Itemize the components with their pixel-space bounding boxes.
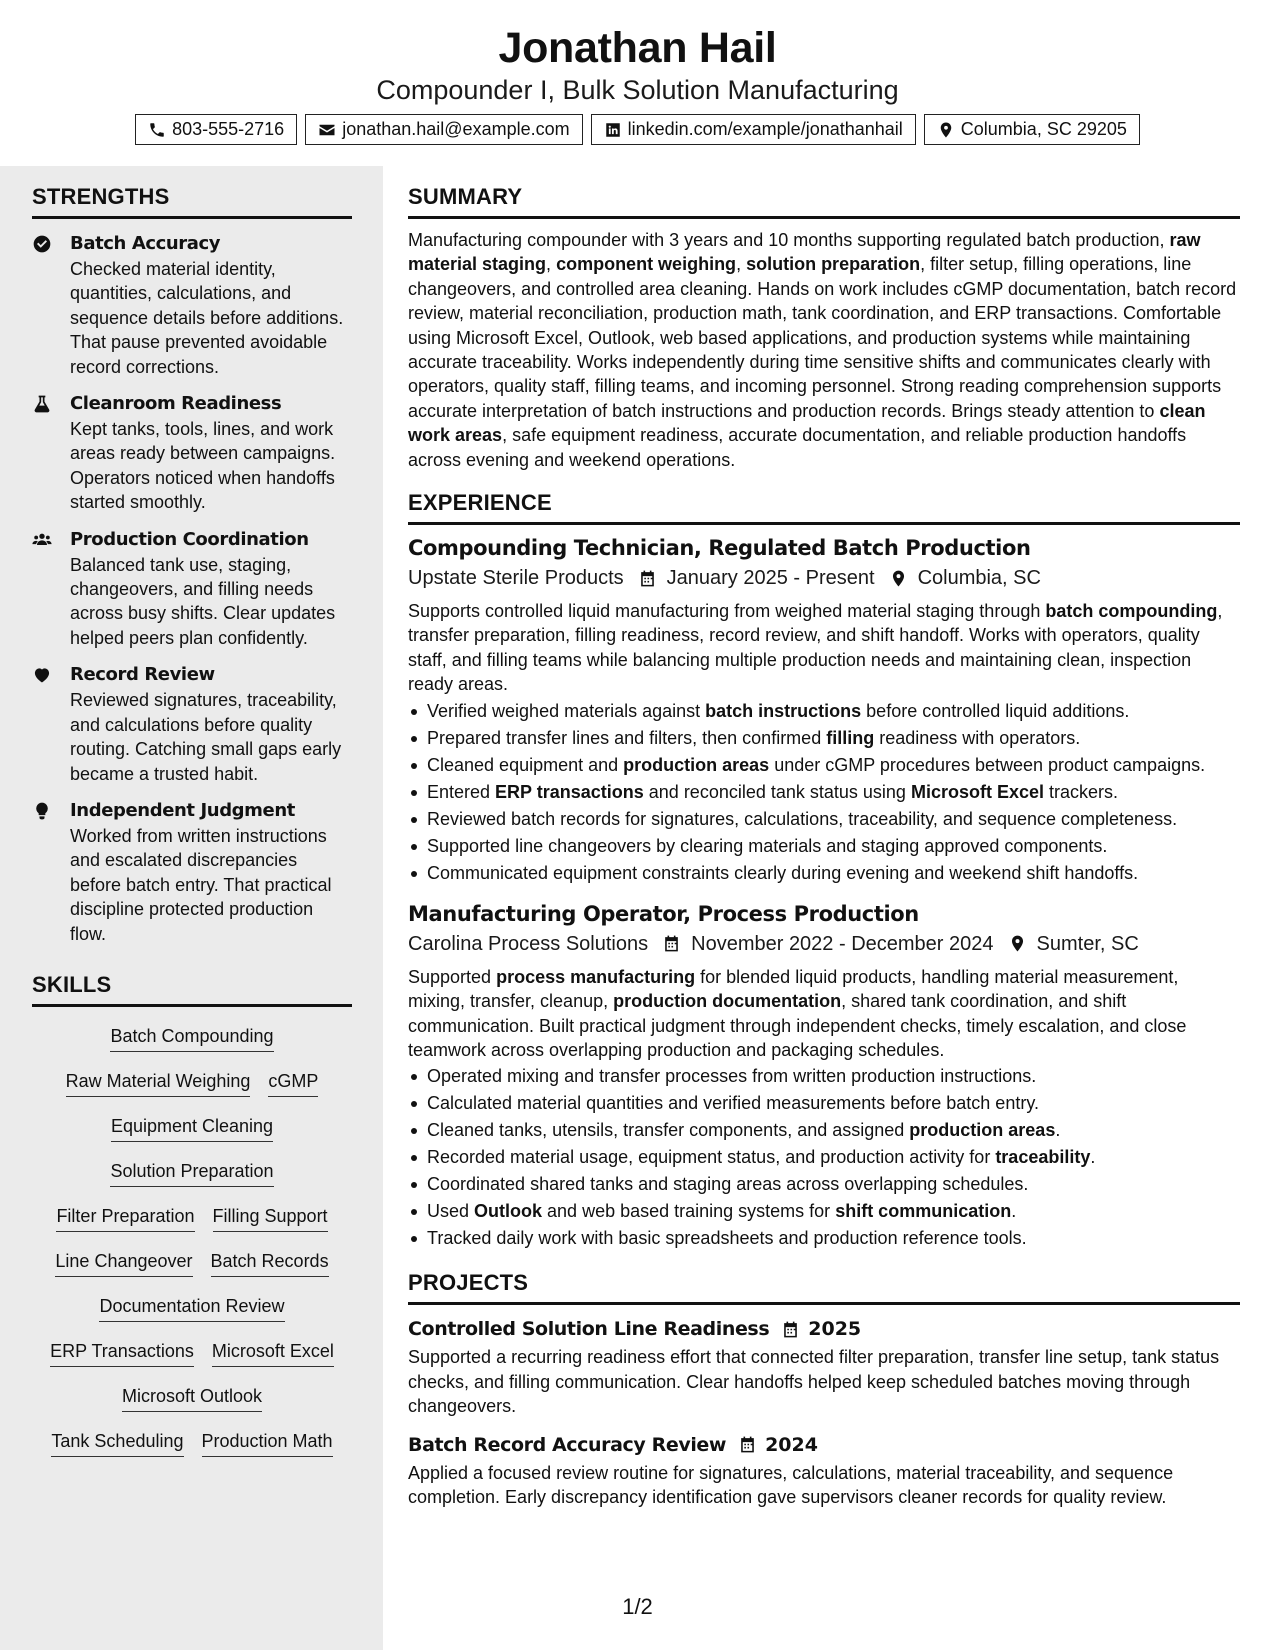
project-year: 2024: [765, 1433, 818, 1456]
bullet-item: Verified weighed materials against batch instructions before controlled liquid additions.: [408, 698, 1240, 725]
contact-linkedin[interactable]: [591, 114, 916, 145]
project-title: Batch Record Accuracy Review: [408, 1433, 727, 1456]
project-description: Supported a recurring readiness effort that connected filter preparation, transfer line setup, tank status checks, and filling communication. Clear handoffs helped keep scheduled batches moving through changeovers.: [408, 1347, 1220, 1417]
summary-text: Manufacturing compounder with 3 years and 10 months supporting regulated batch production, raw material staging, component weighing, solution preparation, filter setup, filling operations, line changeovers, and controlled area cleaning. Hands on work includes cGMP documentation, batch record review, material reconciliation, production math, tank coordination, and ERP transactions. Comfortable using Microsoft Excel, Outlook, web based applications, and production systems while maintaining accurate traceability. Works independently during time sensitive shifts and communicates clearly with operators, quality staff, filling teams, and incoming personnel. Strong reading comprehension supports accurate interpretation of batch instructions and production records. Brings steady attention to clean work areas, safe equipment readiness, accurate documentation, and reliable production handoffs across evening and weekend operations.: [408, 230, 1237, 470]
skill-tag: Equipment Cleaning: [111, 1114, 273, 1142]
location-text: Columbia, SC 29205: [960, 119, 1127, 139]
email-text: jonathan.hail@example.com: [342, 119, 570, 139]
users-icon: [32, 530, 52, 550]
strength-title: Batch Accuracy: [70, 233, 221, 254]
strength-item: [32, 798, 352, 946]
strength-item: [32, 527, 352, 651]
skill-tag: Documentation Review: [99, 1294, 284, 1322]
skill-tag: Line Changeover: [55, 1249, 192, 1277]
page-number: 1/2: [622, 1594, 653, 1619]
job-dates: January 2025 - Present: [666, 567, 875, 590]
bullet-item: Recorded material usage, equipment status, and production activity for traceability.: [408, 1144, 1240, 1171]
map-pin-icon: [937, 121, 955, 139]
strengths-heading: STRENGTHS: [32, 182, 352, 219]
skill-tag: Microsoft Excel: [212, 1339, 334, 1367]
skill-tag: Solution Preparation: [110, 1159, 273, 1187]
strength-item: [32, 391, 352, 515]
project-entry: [408, 1315, 1240, 1418]
strength-desc: Balanced tank use, staging, changeovers, and filling needs across busy shifts. Clear updates helped peers plan confidently.: [70, 554, 336, 648]
project-year: 2025: [808, 1318, 862, 1341]
strength-item: [32, 231, 352, 379]
contact-bar: [0, 114, 1275, 145]
skill-tag: Batch Records: [211, 1249, 329, 1277]
phone-text: 803-555-2716: [172, 119, 285, 139]
calendar-icon: [662, 934, 681, 953]
job-title: Manufacturing Operator, Process Production: [408, 901, 919, 926]
strength-title: Cleanroom Readiness: [70, 393, 282, 415]
bullet-item: Operated mixing and transfer processes from written production instructions.: [408, 1063, 1240, 1090]
job-bullets: [408, 1063, 1240, 1252]
contact-phone[interactable]: [135, 114, 297, 145]
skill-tag: Production Math: [202, 1429, 333, 1457]
map-pin-icon: [1008, 934, 1027, 953]
bullet-item: Supported line changeovers by clearing materials and staging approved components.: [408, 833, 1240, 860]
calendar-icon: [781, 1320, 800, 1339]
job-description: Supports controlled liquid manufacturing from weighed material staging through batch compounding, transfer preparation, filling readiness, record review, and shift handoff. Works with operators, quality staff, and filling teams while balancing multiple production needs and maintaining clean, inspection ready areas.: [408, 601, 1223, 695]
bullet-item: Reviewed batch records for signatures, calculations, traceability, and sequence completeness.: [408, 806, 1240, 833]
contact-email[interactable]: [305, 114, 582, 145]
summary-heading: SUMMARY: [408, 182, 1240, 219]
strength-title: Record Review: [70, 664, 215, 686]
skill-tag: Tank Scheduling: [51, 1429, 183, 1457]
bullet-item: Cleaned tanks, utensils, transfer components, and assigned production areas.: [408, 1117, 1240, 1144]
job-company: Carolina Process Solutions: [408, 932, 649, 955]
check-circle-icon: [32, 234, 52, 254]
calendar-icon: [638, 569, 657, 588]
bullet-item: Entered ERP transactions and reconciled tank status using Microsoft Excel trackers.: [408, 779, 1240, 806]
skills-list: [32, 1013, 352, 1463]
job-dates: November 2022 - December 2024: [691, 932, 994, 955]
phone-icon: [148, 121, 166, 139]
projects-heading: PROJECTS: [408, 1268, 1240, 1305]
job-location: Sumter, SC: [1036, 932, 1139, 955]
strength-item: [32, 662, 352, 786]
project-entry: [408, 1431, 1240, 1510]
bullet-item: Prepared transfer lines and filters, then confirmed filling readiness with operators.: [408, 725, 1240, 752]
skill-tag: Batch Compounding: [110, 1024, 273, 1052]
candidate-headline: Compounder I, Bulk Solution Manufacturing: [376, 75, 899, 105]
skill-tag: Raw Material Weighing: [66, 1069, 251, 1097]
skill-tag: Filling Support: [213, 1204, 328, 1232]
envelope-icon: [318, 121, 336, 139]
linkedin-icon: [604, 121, 622, 139]
job-entry: [408, 899, 1240, 1253]
heart-icon: [32, 665, 52, 685]
job-bullets: [408, 698, 1240, 887]
skill-tag: ERP Transactions: [50, 1339, 194, 1367]
map-pin-icon: [889, 569, 908, 588]
bullet-item: Coordinated shared tanks and staging areas across overlapping schedules.: [408, 1171, 1240, 1198]
bullet-item: Cleaned equipment and production areas under cGMP procedures between product campaigns.: [408, 752, 1240, 779]
skills-heading: SKILLS: [32, 970, 352, 1007]
bullet-item: Tracked daily work with basic spreadsheets and production reference tools.: [408, 1225, 1240, 1252]
experience-heading: EXPERIENCE: [408, 488, 1240, 525]
job-entry: [408, 533, 1240, 887]
strength-title: Production Coordination: [70, 528, 309, 550]
contact-location: [924, 114, 1140, 145]
project-description: Applied a focused review routine for signatures, calculations, material traceability, and sequence completion. Early discrepancy identification gave supervisors cleaner records for quality review.: [408, 1462, 1174, 1507]
strength-desc: Checked material identity, quantities, calculations, and sequence details before additions. That pause prevented avoidable record corrections.: [70, 259, 344, 377]
job-location: Columbia, SC: [917, 567, 1041, 590]
skill-tag: Filter Preparation: [56, 1204, 194, 1232]
strength-desc: Worked from written instructions and escalated discrepancies before batch entry. That practical discipline protected production flow.: [70, 825, 332, 944]
bullet-item: Used Outlook and web based training systems for shift communication.: [408, 1198, 1240, 1225]
job-company: Upstate Sterile Products: [408, 567, 624, 590]
job-title: Compounding Technician, Regulated Batch Production: [408, 536, 1031, 561]
job-description: Supported process manufacturing for blended liquid products, handling material measurement, mixing, transfer, cleanup, production documentation, shared tank coordination, and shift communication. Built practical judgment through independent checks, timely escalation, and close teamwork across overlapping production and packaging schedules.: [408, 966, 1187, 1060]
main-column: [408, 166, 1240, 1509]
bullet-item: Communicated equipment constraints clearly during evening and weekend shift handoffs.: [408, 860, 1240, 887]
project-title: Controlled Solution Line Readiness: [408, 1318, 770, 1341]
resume-header: [0, 0, 1275, 166]
strength-title: Independent Judgment: [70, 799, 295, 821]
skill-tag: cGMP: [268, 1069, 318, 1097]
sidebar: [0, 166, 383, 1650]
job-meta: [408, 929, 1240, 959]
strength-desc: Kept tanks, tools, lines, and work areas ready between campaigns. Operators noticed when handoffs started smoothly.: [70, 419, 336, 513]
skill-tag: Microsoft Outlook: [122, 1384, 262, 1412]
lightbulb-icon: [32, 801, 52, 821]
flask-icon: [32, 394, 52, 414]
bullet-item: Calculated material quantities and verified measurements before batch entry.: [408, 1090, 1240, 1117]
strength-desc: Reviewed signatures, traceability, and calculations before quality routing. Catching small gaps early became a trusted habit.: [70, 690, 342, 784]
candidate-name: Jonathan Hail: [498, 24, 777, 72]
calendar-icon: [738, 1435, 757, 1454]
job-meta: [408, 563, 1240, 593]
linkedin-text: linkedin.com/example/jonathanhail: [627, 119, 903, 139]
